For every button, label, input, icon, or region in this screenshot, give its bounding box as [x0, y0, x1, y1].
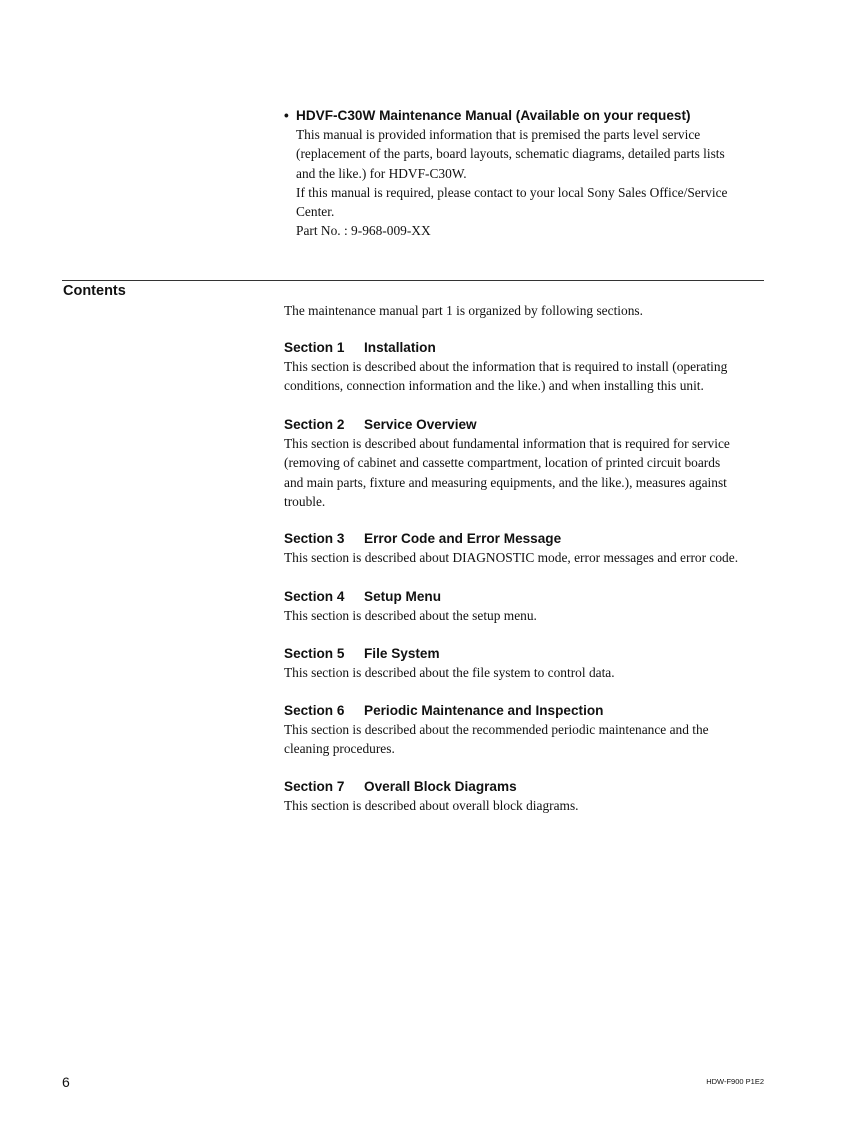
section-title: Overall Block Diagrams [364, 779, 517, 794]
section-description: This section is described about the setup menu. [284, 608, 537, 624]
contents-heading: Contents [63, 283, 126, 299]
section-divider [62, 280, 764, 281]
section-heading [284, 777, 766, 796]
section-7 [284, 777, 766, 815]
contents-intro: The maintenance manual part 1 is organized by following sections. [284, 303, 643, 318]
manual-note-line: (replacement of the parts, board layouts, schematic diagrams, detailed parts lists [296, 146, 725, 162]
manual-note-part-number: Part No. : 9-968-009-XX [296, 223, 431, 239]
manual-note-line: This manual is provided information that is premised the parts level service [296, 127, 701, 143]
section-6 [284, 701, 766, 759]
section-number: Section 3 [284, 531, 345, 546]
page-number: 6 [62, 1074, 70, 1090]
section-number: Section 4 [284, 589, 345, 604]
section-description: This section is described about the information that is required to install (operating conditions, connection information and the like.) and when installing this unit. [284, 359, 728, 394]
section-description: This section is described about fundamental information that is required for service (removing of cabinet and cassette compartment, location of printed circuit boards and main parts, fixture and measuring equipments, and the like.), measures against trouble. [284, 436, 730, 509]
section-title: Service Overview [364, 417, 477, 432]
section-number: Section 6 [284, 703, 345, 718]
section-number: Section 1 [284, 340, 345, 355]
section-5 [284, 644, 766, 682]
document-code: HDW-F900 P1E2 [706, 1077, 764, 1086]
section-3 [284, 529, 766, 567]
manual-note-title: • HDVF-C30W Maintenance Manual (Available on your request) [284, 106, 764, 125]
section-number: Section 5 [284, 646, 345, 661]
section-number: Section 7 [284, 779, 345, 794]
section-title: Periodic Maintenance and Inspection [364, 703, 604, 718]
manual-note-line: Center. [296, 204, 335, 220]
section-title: Installation [364, 340, 436, 355]
section-title: File System [364, 646, 440, 661]
section-heading [284, 701, 766, 720]
manual-note-line: and the like.) for HDVF-C30W. [296, 165, 467, 181]
section-description: This section is described about DIAGNOSTIC mode, error messages and error code. [284, 550, 739, 566]
section-title: Error Code and Error Message [364, 531, 562, 546]
section-1 [284, 338, 766, 396]
section-heading [284, 587, 766, 606]
section-2 [284, 415, 766, 511]
section-title: Setup Menu [364, 589, 442, 604]
section-description: This section is described about overall block diagrams. [284, 798, 579, 814]
section-heading [284, 529, 766, 548]
section-heading [284, 644, 766, 663]
section-heading [284, 338, 766, 357]
section-number: Section 2 [284, 417, 345, 432]
manual-note [284, 106, 764, 240]
manual-note-line: If this manual is required, please contact to your local Sony Sales Office/Service [296, 184, 728, 200]
section-4 [284, 587, 766, 625]
bullet-icon: • [284, 108, 289, 123]
manual-note-body [284, 125, 764, 240]
section-heading [284, 415, 766, 434]
section-description: This section is described about the recommended periodic maintenance and the cleaning procedures. [284, 722, 709, 757]
section-description: This section is described about the file system to control data. [284, 665, 615, 681]
